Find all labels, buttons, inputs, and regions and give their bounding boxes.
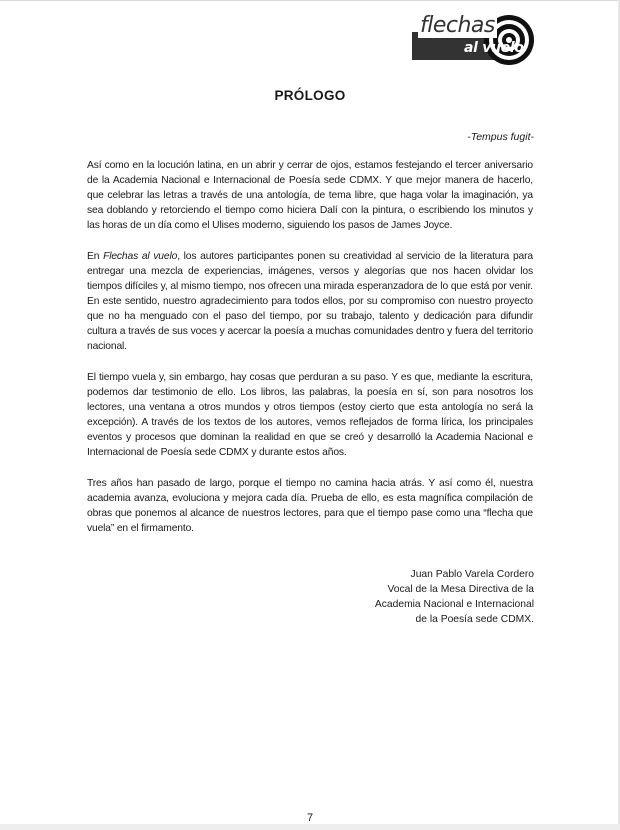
page-number: 7 [306, 812, 314, 824]
paragraph-2-prefix: En [87, 251, 104, 262]
paragraph-4: Tres años han pasado de largo, porque el tiempo no camina hacia atrás. Y así como él, nuestra academia avanza, evoluciona y mejora cada día. Prueba de ello, es esta magnífica compilación de obras que ponemos al alcance de nuestros lectores, para que el tiempo pase como una “flecha que vuela” en el firmamento. [87, 478, 533, 534]
paragraph-2-text: , los autores participantes ponen su creatividad al servicio de la literatura para entregar una mezcla de experiencias, imágenes, versos y alegorías que nos hacen olvidar los tiempos difíciles y, al mismo tiempo, nos ofrecen una mirada esperanzadora de lo que está por venir. En este sentido, nuestro agradecimiento para todos ellos, por su compromiso con nuestro proyecto que no ha menguado con el paso del tiempo, por su trabajo, talento y dedicación para difundir cultura a través de sus voces y acercar la poesía a muchas comunidades dentro y fuera del territorio nacional. [87, 251, 533, 352]
signature-location: de la Poesía sede CDMX. [415, 614, 534, 625]
flechas-al-vuelo-logo [412, 14, 536, 66]
page-title: PRÓLOGO [274, 88, 346, 103]
signature-name: Juan Pablo Varela Cordero [410, 569, 534, 580]
logo-word-flechas: flechas [420, 13, 495, 38]
paragraph-2 [87, 249, 533, 354]
paragraph-3: El tiempo vuela y, sin embargo, hay cosas que perduran a su paso. Y es que, mediante la escritura, podemos dar testimonio de ello. Los libros, las palabras, la poesía en sí, son para nosotros los lectores, una ventana a otros mundos y otros tiempos (estoy cierto que esta antología no será la excepción). A través de los textos de los autores, vemos reflejados de forma lírica, los principales eventos y procesos que dominan la realidad en que se creó y desarrolló la Academia Nacional e Internacional de Poesía sede CDMX y durante estos años. [87, 372, 533, 458]
paragraph-1: Así como en la locución latina, en un abrir y cerrar de ojos, estamos festejando el tercer aniversario de la Academia Nacional e Internacional de Poesía sede CDMX. Y que mejor manera de hacerlo, que celebrar las letras a través de una antología, de tema libre, que haga volar la imaginación, ya sea doblando y retorciendo el tiempo como hiciera Dalí con la pintura, o escribiendo los minutos y las horas de un día como el Ulises moderno, siguiendo los pasos de James Joyce. [87, 160, 533, 231]
epigraph: -Tempus fugit- [467, 131, 534, 143]
page-edge [0, 824, 620, 830]
signature-block [375, 567, 534, 627]
prologue-body [87, 158, 533, 552]
signature-organization: Academia Nacional e Internacional [374, 599, 534, 610]
page-edge [0, 0, 620, 1]
book-title: Flechas al vuelo [103, 251, 178, 262]
signature-role: Vocal de la Mesa Directiva de la [387, 584, 534, 595]
logo-word-al-vuelo: al vuelo [464, 40, 524, 56]
